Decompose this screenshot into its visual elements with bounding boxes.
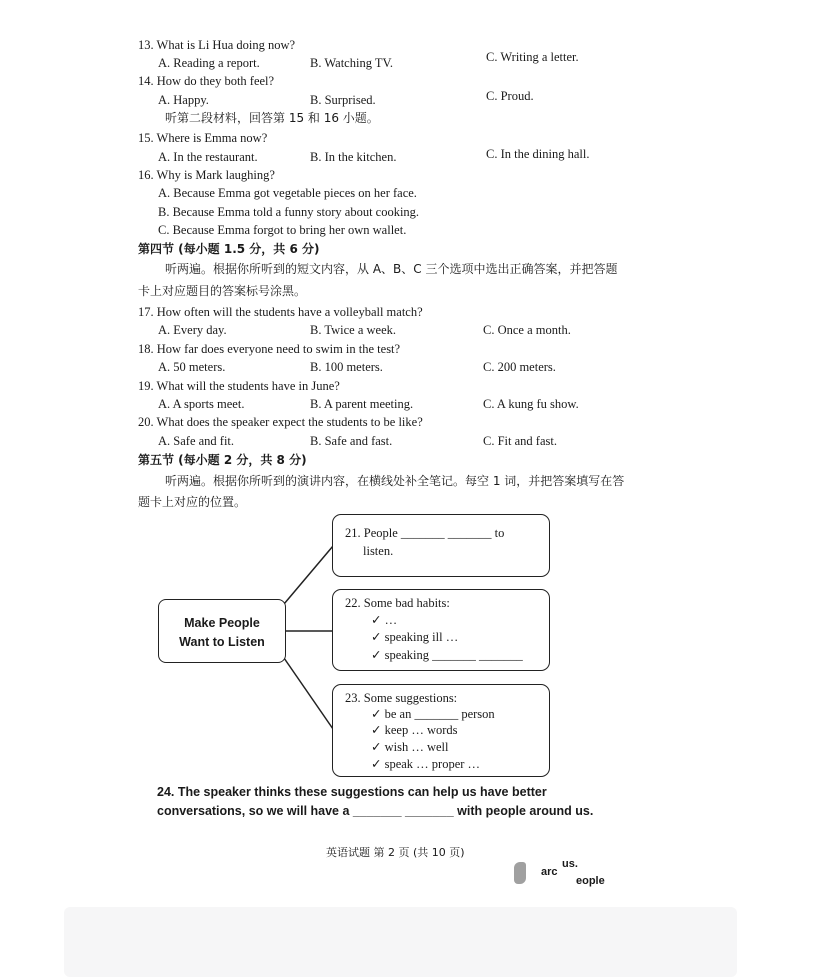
q13-option-b: B. Watching TV. <box>310 56 394 70</box>
q14-option-b: B. Surprised. <box>310 93 376 107</box>
page-footer: 英语试题 第 2 页 (共 10 页) <box>326 846 465 859</box>
q16-option-c: C. Because Emma forgot to bring her own wallet. <box>158 223 407 237</box>
part4-instruction-line1: 听两遍。根据你所听到的短文内容，从 A、B、C 三个选项中选出正确答案，并把答题 <box>165 262 618 276</box>
box23-item-2: ✓ keep … words <box>371 723 458 737</box>
q20-option-a: A. Safe and fit. <box>158 434 235 448</box>
connector-to-box23 <box>284 658 333 729</box>
box23-item-1: ✓ be an _______ person <box>371 707 495 721</box>
mindmap-box-21 <box>332 514 550 577</box>
artifact-text-2: arc <box>541 866 558 878</box>
q17-stem: 17. How often will the students have a volleyball match? <box>138 305 423 319</box>
q17-option-b: B. Twice a week. <box>310 323 397 337</box>
q17-option-a: A. Every day. <box>158 323 227 337</box>
box22-item-1: ✓ … <box>371 613 398 627</box>
box23-item-4: ✓ speak … proper … <box>371 757 481 771</box>
q17-option-c: C. Once a month. <box>483 323 571 337</box>
q19-option-b: B. A parent meeting. <box>310 397 414 411</box>
center-line-1: Make People <box>184 616 260 630</box>
center-line-2: Want to Listen <box>179 635 265 649</box>
q13-stem: 13. What is Li Hua doing now? <box>138 38 296 52</box>
bottom-panel <box>64 907 737 977</box>
q14-option-c: C. Proud. <box>486 89 534 103</box>
box23-item-3: ✓ wish … well <box>371 740 449 754</box>
q18-stem: 18. How far does everyone need to swim in the test? <box>138 342 401 356</box>
artifact-text-1: us. <box>562 858 578 870</box>
q18-option-c: C. 200 meters. <box>483 360 556 374</box>
q13-option-c: C. Writing a letter. <box>486 50 579 64</box>
scan-smudge <box>514 862 526 884</box>
q15-option-a: A. In the restaurant. <box>158 150 258 164</box>
q19-option-a: A. A sports meet. <box>158 397 245 411</box>
mindmap-box-23 <box>332 684 550 777</box>
q16-option-a: A. Because Emma got vegetable pieces on her face. <box>158 186 417 200</box>
box22-item-3: ✓ speaking _______ _______ <box>371 648 523 662</box>
q20-option-b: B. Safe and fast. <box>310 434 393 448</box>
part4-title: 第四节 (每小题 1.5 分，共 6 分) <box>138 242 320 256</box>
q18-option-b: B. 100 meters. <box>310 360 383 374</box>
q15-option-c: C. In the dining hall. <box>486 147 590 161</box>
box22-title: 22. Some bad habits: <box>345 596 450 610</box>
q14-stem: 14. How do they both feel? <box>138 74 275 88</box>
box22-item-2: ✓ speaking ill … <box>371 630 459 644</box>
connector-to-box21 <box>284 546 333 604</box>
q19-option-c: C. A kung fu show. <box>483 397 579 411</box>
q20-option-c: C. Fit and fast. <box>483 434 557 448</box>
q15-option-b: B. In the kitchen. <box>310 150 397 164</box>
part5-instruction-line2: 题卡上对应的位置。 <box>138 495 247 509</box>
box21-line-1: 21. People _______ _______ to <box>345 526 505 540</box>
part4-instruction-line2: 卡上对应题目的答案标号涂黑。 <box>138 284 307 298</box>
q24-line-1: 24. The speaker thinks these suggestions can help us have better <box>157 785 547 799</box>
mindmap-box-22 <box>332 589 550 671</box>
box21-line-2: listen. <box>363 544 394 558</box>
q24-line-2: conversations, so we will have a _______ _______ with people around us. <box>157 804 594 818</box>
box23-title: 23. Some suggestions: <box>345 691 458 705</box>
q19-stem: 19. What will the students have in June? <box>138 379 340 393</box>
q14-option-a: A. Happy. <box>158 93 209 107</box>
mindmap-center-box <box>158 599 286 663</box>
q16-stem: 16. Why is Mark laughing? <box>138 168 275 182</box>
section2-instruction: 听第二段材料，回答第 15 和 16 小题。 <box>165 111 379 125</box>
part5-instruction-line1: 听两遍。根据你所听到的演讲内容，在横线处补全笔记。每空 1 词，并把答案填写在答 <box>165 474 625 488</box>
part5-title: 第五节 (每小题 2 分，共 8 分) <box>138 453 307 467</box>
artifact-text-3: eople <box>576 875 605 887</box>
q13-option-a: A. Reading a report. <box>158 56 260 70</box>
q16-option-b: B. Because Emma told a funny story about cooking. <box>158 205 420 219</box>
q20-stem: 20. What does the speaker expect the students to be like? <box>138 415 423 429</box>
q18-option-a: A. 50 meters. <box>158 360 226 374</box>
q15-stem: 15. Where is Emma now? <box>138 131 268 145</box>
